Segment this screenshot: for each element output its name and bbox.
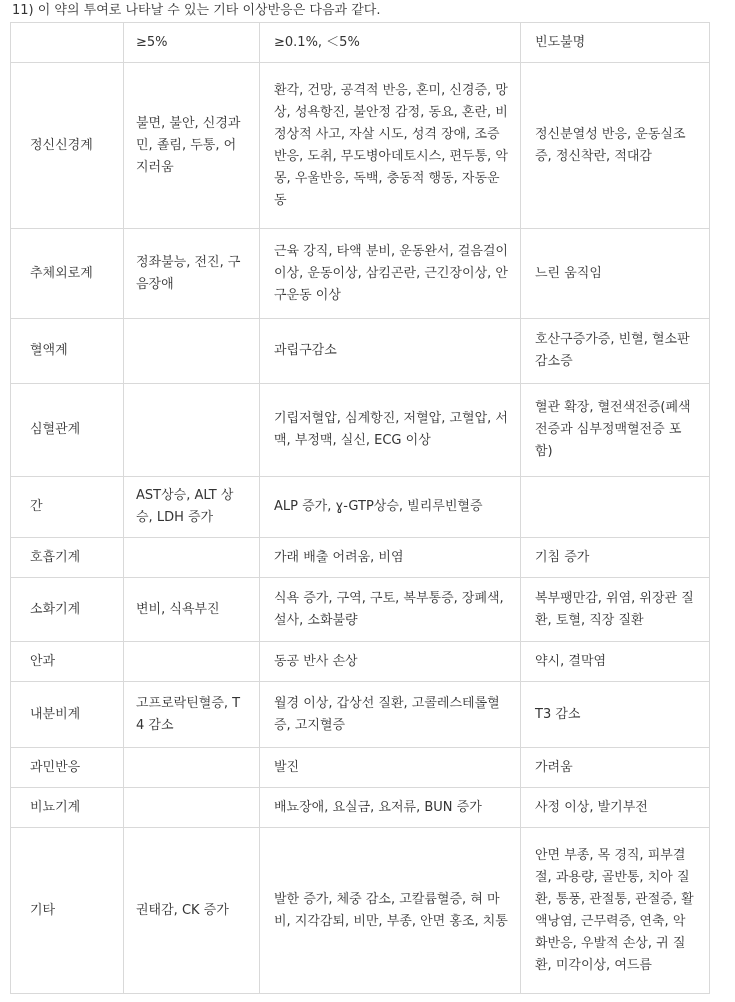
mid-cell: 발한 증가, 체중 감소, 고칼륨혈증, 혀 마비, 지각감퇴, 비만, 부종, 안면 홍조, 치통 <box>260 828 521 994</box>
header-cell-ge5: ≥5% <box>124 23 260 63</box>
mid-cell: 가래 배출 어려움, 비염 <box>260 538 521 578</box>
unknown-cell: 안면 부종, 목 경직, 피부결절, 과용량, 골반통, 치아 질환, 통풍, 관절통, 관절증, 활액낭염, 근무력증, 연축, 악화반응, 우발적 손상, 귀 질환, 미각이상, 여드름 <box>521 828 710 994</box>
table-caption: 11) 이 약의 투여로 나타날 수 있는 기타 이상반응은 다음과 같다. <box>12 3 381 18</box>
ge5-cell <box>124 384 260 477</box>
table-row <box>11 538 710 578</box>
table-row <box>11 642 710 682</box>
header-cell-system <box>11 23 124 63</box>
ge5-cell: 정좌불능, 전진, 구음장애 <box>124 229 260 319</box>
mid-cell: 근육 강직, 타액 분비, 운동완서, 걸음걸이 이상, 운동이상, 삼킴곤란, 근긴장이상, 안구운동 이상 <box>260 229 521 319</box>
unknown-cell: 느린 움직임 <box>521 229 710 319</box>
mid-cell: 식욕 증가, 구역, 구토, 복부통증, 장폐색, 설사, 소화불량 <box>260 578 521 642</box>
ge5-cell <box>124 319 260 384</box>
system-cell: 심혈관계 <box>11 384 124 477</box>
ge5-cell <box>124 642 260 682</box>
mid-cell: 기립저혈압, 심계항진, 저혈압, 고혈압, 서맥, 부정맥, 실신, ECG 이상 <box>260 384 521 477</box>
ge5-cell: AST상승, ALT 상승, LDH 증가 <box>124 477 260 538</box>
table-row <box>11 384 710 477</box>
mid-cell: 과립구감소 <box>260 319 521 384</box>
ge5-cell <box>124 748 260 788</box>
mid-cell: 환각, 건망, 공격적 반응, 혼미, 신경증, 망상, 성욕항진, 불안정 감정, 동요, 혼란, 비정상적 사고, 자살 시도, 성격 장애, 조증 반응, 도취, 무도병아데토시스, 편두통, 악몽, 우울반응, 독백, 충동적 행동, 자동운동 <box>260 63 521 229</box>
system-cell: 호흡기계 <box>11 538 124 578</box>
table-row <box>11 748 710 788</box>
mid-cell: 월경 이상, 갑상선 질환, 고콜레스테롤혈증, 고지혈증 <box>260 682 521 748</box>
system-cell: 정신신경계 <box>11 63 124 229</box>
unknown-cell: 기침 증가 <box>521 538 710 578</box>
system-cell: 비뇨기계 <box>11 788 124 828</box>
mid-cell: 동공 반사 손상 <box>260 642 521 682</box>
table-row <box>11 229 710 319</box>
unknown-cell: 가려움 <box>521 748 710 788</box>
unknown-cell: 정신분열성 반응, 운동실조증, 정신착란, 적대감 <box>521 63 710 229</box>
ge5-cell <box>124 538 260 578</box>
ge5-cell: 고프로락틴혈증, T4 감소 <box>124 682 260 748</box>
adverse-reactions-table <box>10 22 710 994</box>
system-cell: 추체외로계 <box>11 229 124 319</box>
header-row <box>11 23 710 63</box>
unknown-cell: 혈관 확장, 혈전색전증(폐색전증과 심부정맥혈전증 포함) <box>521 384 710 477</box>
unknown-cell: 복부팽만감, 위염, 위장관 질환, 토혈, 직장 질환 <box>521 578 710 642</box>
header-cell-mid: ≥0.1%, ＜5% <box>260 23 521 63</box>
system-cell: 혈액계 <box>11 319 124 384</box>
header-cell-unknown: 빈도불명 <box>521 23 710 63</box>
system-cell: 안과 <box>11 642 124 682</box>
ge5-cell: 불면, 불안, 신경과민, 졸림, 두통, 어지러움 <box>124 63 260 229</box>
system-cell: 간 <box>11 477 124 538</box>
table-row <box>11 477 710 538</box>
ge5-cell <box>124 788 260 828</box>
unknown-cell <box>521 477 710 538</box>
unknown-cell: 사정 이상, 발기부전 <box>521 788 710 828</box>
table-row <box>11 682 710 748</box>
unknown-cell: 약시, 결막염 <box>521 642 710 682</box>
system-cell: 소화기계 <box>11 578 124 642</box>
unknown-cell: 호산구증가증, 빈혈, 혈소판감소증 <box>521 319 710 384</box>
table-row <box>11 788 710 828</box>
ge5-cell: 권태감, CK 증가 <box>124 828 260 994</box>
table-row <box>11 63 710 229</box>
unknown-cell: T3 감소 <box>521 682 710 748</box>
mid-cell: 배뇨장애, 요실금, 요저류, BUN 증가 <box>260 788 521 828</box>
mid-cell: ALP 증가, ɣ-GTP상승, 빌리루빈혈증 <box>260 477 521 538</box>
mid-cell: 발진 <box>260 748 521 788</box>
system-cell: 과민반응 <box>11 748 124 788</box>
ge5-cell: 변비, 식욕부진 <box>124 578 260 642</box>
table-row <box>11 828 710 994</box>
system-cell: 내분비계 <box>11 682 124 748</box>
table-row <box>11 578 710 642</box>
table-row <box>11 319 710 384</box>
system-cell: 기타 <box>11 828 124 994</box>
